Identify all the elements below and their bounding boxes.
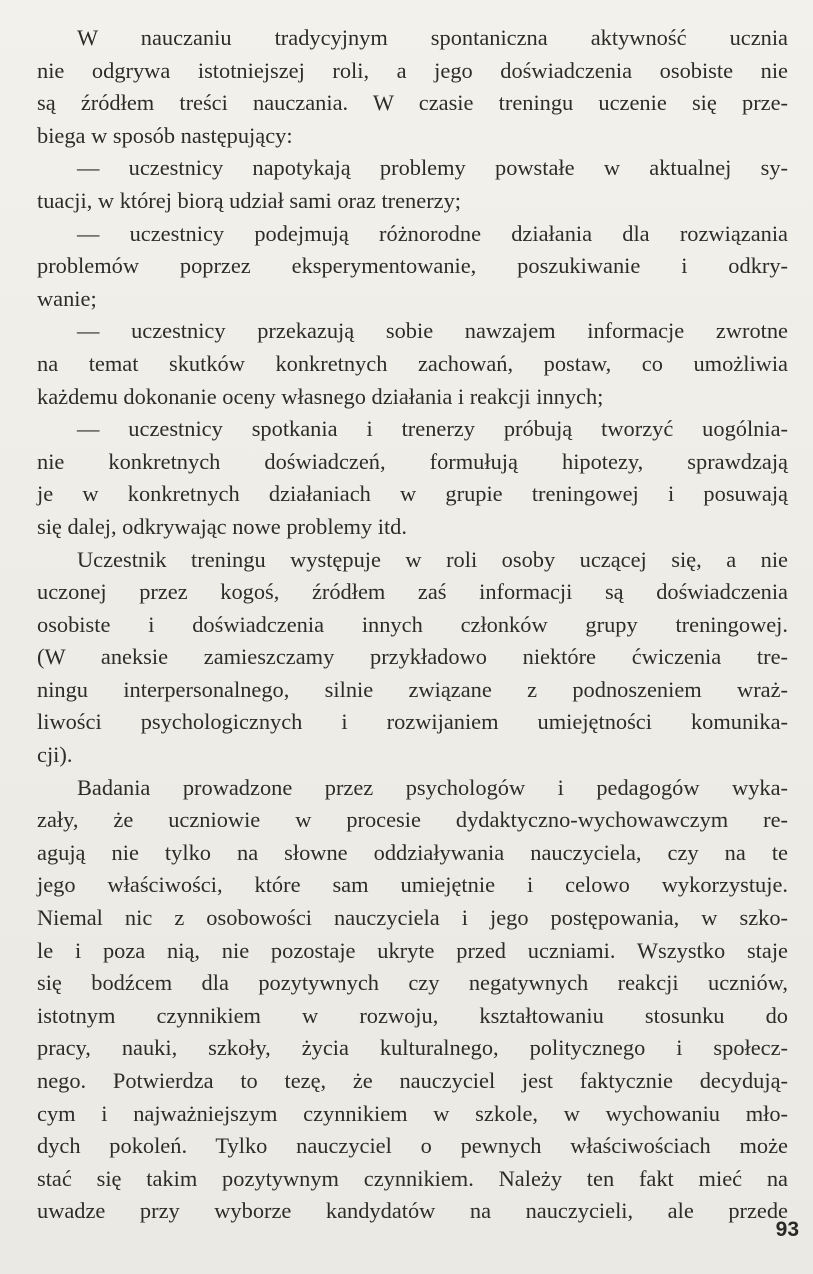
text-line: jego właściwości, które sam umiejętnie i celowo wykorzystuje. [37, 872, 788, 898]
text-line: ningu interpersonalnego, silnie związane z podnoszeniem wraż- [37, 676, 788, 702]
text-line: cji). [37, 742, 73, 768]
page-number: 93 [775, 1218, 799, 1241]
text-line: osobiste i doświadczenia innych członków grupy treningowej. [37, 611, 788, 637]
text-line: problemów poprzez eksperymentowanie, poszukiwanie i odkry- [37, 253, 788, 279]
text-line: istotnym czynnikiem w rozwoju, kształtowaniu stosunku do [37, 1002, 788, 1028]
text-line: zały, że uczniowie w procesie dydaktyczno-wychowawczym re- [37, 807, 788, 833]
text-line: wanie; [37, 285, 97, 311]
text-line: — uczestnicy podejmują różnorodne działania dla rozwiązania [77, 220, 788, 246]
body-text [37, 22, 788, 1228]
text-line: na temat skutków konkretnych zachowań, postaw, co umożliwia [37, 350, 788, 376]
text-line: uczonej przez kogoś, źródłem zaś informacji są doświadczenia [37, 579, 788, 605]
text-line: — uczestnicy napotykają problemy powstałe w aktualnej sy- [77, 155, 788, 181]
text-line: liwości psychologicznych i rozwijaniem umiejętności komunika- [37, 709, 788, 735]
text-line: W nauczaniu tradycyjnym spontaniczna aktywność ucznia [77, 25, 788, 50]
text-line: — uczestnicy przekazują sobie nawzajem informacje zwrotne [77, 318, 788, 344]
text-line: tuacji, w której biorą udział sami oraz trenerzy; [37, 187, 462, 213]
text-line: je w konkretnych działaniach w grupie treningowej i posuwają [37, 481, 788, 507]
text-line: nie konkretnych doświadczeń, formułują hipotezy, sprawdzają [37, 448, 788, 474]
text-line: Badania prowadzone przez psychologów i pedagogów wyka- [77, 774, 788, 800]
text-line: cym i najważniejszym czynnikiem w szkole, w wychowaniu mło- [37, 1100, 788, 1126]
text-line: pracy, nauki, szkoły, życia kulturalnego, politycznego i społecz- [37, 1035, 788, 1061]
text-line: Uczestnik treningu występuje w roli osoby uczącej się, a nie [77, 546, 788, 572]
text-line: się dalej, odkrywając nowe problemy itd. [37, 513, 407, 539]
text-line: są źródłem treści nauczania. W czasie treningu uczenie się prze- [37, 90, 788, 116]
text-line: uwadze przy wyborze kandydatów na nauczycieli, ale przede [37, 1198, 788, 1224]
text-line: — uczestnicy spotkania i trenerzy próbują tworzyć uogólnia- [77, 416, 788, 442]
text-line: nie odgrywa istotniejszej roli, a jego doświadczenia osobiste nie [37, 57, 788, 83]
text-line: agują nie tylko na słowne oddziaływania nauczyciela, czy na te [37, 839, 788, 865]
text-line: dych pokoleń. Tylko nauczyciel o pewnych właściwościach może [37, 1133, 788, 1159]
text-line: le i poza nią, nie pozostaje ukryte przed uczniami. Wszystko staje [37, 937, 788, 963]
text-line: (W aneksie zamieszczamy przykładowo niektóre ćwiczenia tre- [37, 644, 788, 670]
text-line: stać się takim pozytywnym czynnikiem. Należy ten fakt mieć na [37, 1165, 788, 1191]
text-line: biega w sposób następujący: [37, 122, 293, 148]
text-line: się bodźcem dla pozytywnych czy negatywnych reakcji uczniów, [37, 970, 788, 996]
text-line: każdemu dokonanie oceny własnego działania i reakcji innych; [37, 383, 604, 409]
text-line: nego. Potwierdza to tezę, że nauczyciel jest faktycznie decydują- [37, 1068, 788, 1093]
text-line: Niemal nic z osobowości nauczyciela i jego postępowania, w szko- [37, 905, 788, 931]
